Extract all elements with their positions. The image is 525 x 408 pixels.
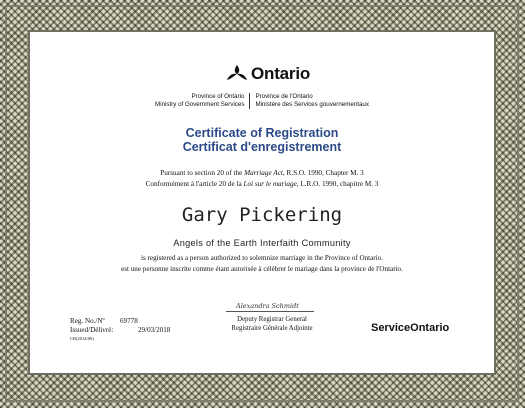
certificate-title-french: Certificat d'enregistrement [182, 140, 342, 154]
certificate-body [30, 32, 494, 373]
ontario-logo [225, 62, 310, 86]
ministry-french: Province de l'Ontario Ministère des Services gouvernementaux [255, 93, 369, 108]
serviceontario-logo: ServiceOntario [371, 322, 450, 334]
ministry-english: Province of Ontario Ministry of Government Services [155, 93, 250, 109]
statement-english: is registered as a person authorized to solemnize marriage in the Province of Ontario. [141, 254, 383, 262]
registrant-name: Gary Pickering [181, 204, 343, 226]
issued-date: 29/03/2018 [138, 326, 171, 334]
registrant-organization: Angels of the Earth Interfaith Community [173, 238, 351, 248]
trillium-icon [225, 63, 249, 85]
deputy-title-english: Deputy Registrar General [237, 316, 307, 323]
statement-french: est une personne inscrite comme étant autorisée à célébrer le mariage dans la province de l'Ontario. [121, 265, 403, 273]
signature-line [226, 311, 314, 312]
ministry-header [30, 93, 494, 109]
pursuant-english: Pursuant to section 20 of the Marriage Act, R.S.O. 1990, Chapter M. 3 [160, 169, 364, 177]
pursuant-french: Conformément à l'article 20 de la Loi sur le mariage, L.R.O. 1990, chapitre M. 3 [145, 180, 379, 188]
ontario-wordmark: Ontario [251, 64, 311, 83]
form-code: CR(2014/06) [70, 336, 94, 341]
reg-number-value: 69778 [120, 317, 138, 325]
registrar-signature: Alexandra Schmidt [236, 302, 299, 310]
certificate-title-english: Certificate of Registration [185, 126, 339, 140]
deputy-title-french: Registraire Générale Adjointe [231, 325, 313, 332]
issued-label: Issued/Délivré: [70, 326, 114, 334]
reg-number-label: Reg. No./Nº [70, 317, 105, 325]
